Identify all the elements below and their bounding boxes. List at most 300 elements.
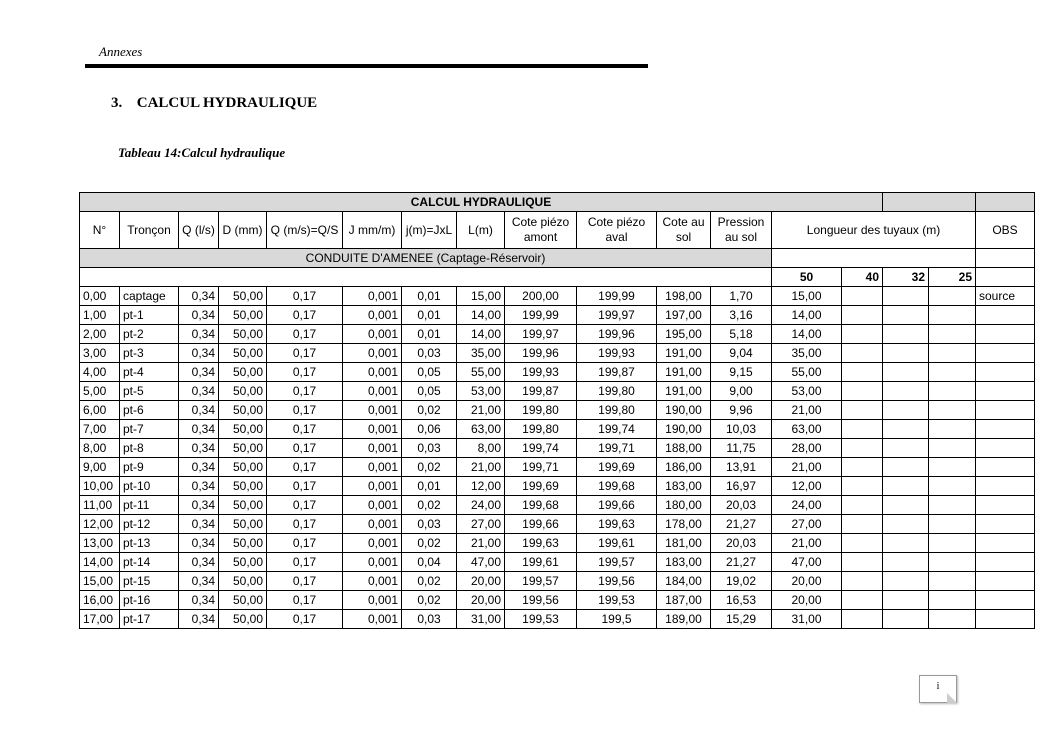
cell-jxl: 0,02: [402, 401, 457, 420]
header-q-ms: Q (m/s)=Q/S: [267, 212, 343, 249]
section-title-text: CALCUL HYDRAULIQUE: [136, 95, 318, 111]
diameter-row: [80, 268, 1035, 287]
cell-longueur-32: [883, 458, 929, 477]
cell-l: 31,00: [457, 610, 505, 629]
cell-n: 8,00: [80, 439, 120, 458]
diameter-blank-cell: [976, 268, 1035, 287]
cell-obs: [976, 344, 1035, 363]
cell-troncon: pt-12: [120, 515, 179, 534]
cell-cote-amont: 199,87: [505, 382, 577, 401]
cell-q-ms: 0,17: [267, 591, 343, 610]
cell-j: 0,001: [343, 610, 402, 629]
cell-pression: 15,29: [711, 610, 772, 629]
cell-pression: 10,03: [711, 420, 772, 439]
cell-jxl: 0,06: [402, 420, 457, 439]
header-cote-aval: Cote piézo aval: [577, 212, 657, 249]
cell-obs: source: [976, 287, 1035, 306]
hydraulic-calc-table: [79, 192, 1035, 629]
cell-longueur-50: 21,00: [772, 401, 842, 420]
cell-q-ms: 0,17: [267, 306, 343, 325]
cell-cote-amont: 199,93: [505, 363, 577, 382]
cell-pression: 20,03: [711, 496, 772, 515]
table-row: [80, 496, 1035, 515]
cell-obs: [976, 496, 1035, 515]
cell-cote-amont: 199,97: [505, 325, 577, 344]
cell-cote-sol: 191,00: [657, 382, 711, 401]
section-title: [111, 95, 317, 112]
cell-l: 8,00: [457, 439, 505, 458]
cell-jxl: 0,04: [402, 553, 457, 572]
cell-cote-sol: 180,00: [657, 496, 711, 515]
cell-q-ms: 0,17: [267, 572, 343, 591]
cell-d: 50,00: [219, 477, 267, 496]
cell-j: 0,001: [343, 401, 402, 420]
cell-longueur-25: [929, 477, 976, 496]
table-row: [80, 287, 1035, 306]
cell-pression: 16,53: [711, 591, 772, 610]
cell-cote-aval: 199,80: [577, 401, 657, 420]
cell-n: 10,00: [80, 477, 120, 496]
cell-troncon: pt-17: [120, 610, 179, 629]
cell-longueur-32: [883, 420, 929, 439]
cell-j: 0,001: [343, 572, 402, 591]
cell-q-ms: 0,17: [267, 439, 343, 458]
cell-jxl: 0,01: [402, 477, 457, 496]
cell-cote-amont: 199,96: [505, 344, 577, 363]
cell-jxl: 0,02: [402, 458, 457, 477]
cell-longueur-50: 47,00: [772, 553, 842, 572]
cell-obs: [976, 382, 1035, 401]
header-cote-amont: Cote piézo amont: [505, 212, 577, 249]
header-cote-sol: Cote au sol: [657, 212, 711, 249]
table-row: [80, 534, 1035, 553]
cell-l: 15,00: [457, 287, 505, 306]
cell-q-ms: 0,17: [267, 515, 343, 534]
cell-cote-sol: 186,00: [657, 458, 711, 477]
cell-l: 20,00: [457, 572, 505, 591]
cell-q: 0,34: [179, 363, 219, 382]
cell-n: 5,00: [80, 382, 120, 401]
header-pression: Pression au sol: [711, 212, 772, 249]
cell-n: 0,00: [80, 287, 120, 306]
cell-j: 0,001: [343, 287, 402, 306]
cell-q: 0,34: [179, 496, 219, 515]
cell-longueur-40: [842, 401, 883, 420]
cell-n: 7,00: [80, 420, 120, 439]
cell-q-ms: 0,17: [267, 534, 343, 553]
cell-cote-sol: 187,00: [657, 591, 711, 610]
cell-j: 0,001: [343, 553, 402, 572]
diameter-header: 40: [842, 268, 883, 287]
cell-q-ms: 0,17: [267, 401, 343, 420]
cell-longueur-40: [842, 572, 883, 591]
cell-longueur-25: [929, 591, 976, 610]
cell-obs: [976, 401, 1035, 420]
cell-obs: [976, 325, 1035, 344]
cell-q: 0,34: [179, 572, 219, 591]
cell-q-ms: 0,17: [267, 325, 343, 344]
cell-longueur-32: [883, 496, 929, 515]
cell-longueur-32: [883, 572, 929, 591]
cell-longueur-50: 31,00: [772, 610, 842, 629]
cell-q: 0,34: [179, 534, 219, 553]
header-d-mm: D (mm): [219, 212, 267, 249]
cell-cote-amont: 200,00: [505, 287, 577, 306]
cell-longueur-50: 21,00: [772, 534, 842, 553]
cell-cote-amont: 199,66: [505, 515, 577, 534]
cell-longueur-50: 24,00: [772, 496, 842, 515]
header-j: J mm/m): [343, 212, 402, 249]
table-caption: Tableau 14:Calcul hydraulique: [118, 145, 286, 160]
cell-longueur-40: [842, 287, 883, 306]
cell-d: 50,00: [219, 610, 267, 629]
cell-j: 0,001: [343, 420, 402, 439]
cell-longueur-40: [842, 515, 883, 534]
cell-longueur-25: [929, 553, 976, 572]
cell-cote-aval: 199,63: [577, 515, 657, 534]
cell-cote-aval: 199,80: [577, 382, 657, 401]
cell-jxl: 0,05: [402, 363, 457, 382]
cell-longueur-25: [929, 458, 976, 477]
cell-d: 50,00: [219, 382, 267, 401]
cell-longueur-32: [883, 439, 929, 458]
cell-pression: 11,75: [711, 439, 772, 458]
cell-q-ms: 0,17: [267, 477, 343, 496]
cell-cote-aval: 199,56: [577, 572, 657, 591]
cell-longueur-32: [883, 591, 929, 610]
cell-troncon: pt-9: [120, 458, 179, 477]
cell-longueur-25: [929, 420, 976, 439]
cell-n: 11,00: [80, 496, 120, 515]
cell-longueur-50: 12,00: [772, 477, 842, 496]
cell-obs: [976, 439, 1035, 458]
cell-longueur-25: [929, 515, 976, 534]
cell-j: 0,001: [343, 496, 402, 515]
diameter-blank-cell: [80, 268, 772, 287]
cell-d: 50,00: [219, 344, 267, 363]
cell-troncon: pt-5: [120, 382, 179, 401]
cell-d: 50,00: [219, 496, 267, 515]
table-row: [80, 363, 1035, 382]
cell-cote-sol: 198,00: [657, 287, 711, 306]
cell-cote-sol: 197,00: [657, 306, 711, 325]
cell-pression: 21,27: [711, 553, 772, 572]
cell-l: 24,00: [457, 496, 505, 515]
cell-q-ms: 0,17: [267, 553, 343, 572]
cell-cote-aval: 199,69: [577, 458, 657, 477]
table-row: [80, 458, 1035, 477]
cell-obs: [976, 591, 1035, 610]
cell-cote-sol: 184,00: [657, 572, 711, 591]
cell-jxl: 0,03: [402, 344, 457, 363]
cell-cote-amont: 199,63: [505, 534, 577, 553]
cell-l: 55,00: [457, 363, 505, 382]
cell-obs: [976, 515, 1035, 534]
cell-longueur-32: [883, 401, 929, 420]
cell-n: 9,00: [80, 458, 120, 477]
cell-longueur-25: [929, 363, 976, 382]
cell-l: 47,00: [457, 553, 505, 572]
cell-pression: 13,91: [711, 458, 772, 477]
cell-n: 2,00: [80, 325, 120, 344]
cell-longueur-40: [842, 477, 883, 496]
cell-longueur-50: 20,00: [772, 591, 842, 610]
cell-longueur-50: 14,00: [772, 325, 842, 344]
cell-jxl: 0,01: [402, 325, 457, 344]
cell-obs: [976, 572, 1035, 591]
cell-cote-amont: 199,56: [505, 591, 577, 610]
cell-n: 17,00: [80, 610, 120, 629]
cell-jxl: 0,05: [402, 382, 457, 401]
cell-j: 0,001: [343, 382, 402, 401]
cell-q-ms: 0,17: [267, 458, 343, 477]
cell-q-ms: 0,17: [267, 344, 343, 363]
table-row: [80, 344, 1035, 363]
cell-cote-aval: 199,96: [577, 325, 657, 344]
cell-longueur-40: [842, 382, 883, 401]
cell-l: 35,00: [457, 344, 505, 363]
cell-d: 50,00: [219, 534, 267, 553]
cell-troncon: pt-6: [120, 401, 179, 420]
cell-pression: 9,15: [711, 363, 772, 382]
cell-q: 0,34: [179, 382, 219, 401]
cell-longueur-40: [842, 610, 883, 629]
cell-longueur-40: [842, 553, 883, 572]
cell-longueur-40: [842, 496, 883, 515]
cell-jxl: 0,03: [402, 610, 457, 629]
cell-d: 50,00: [219, 572, 267, 591]
cell-longueur-40: [842, 534, 883, 553]
cell-troncon: pt-2: [120, 325, 179, 344]
cell-longueur-25: [929, 439, 976, 458]
cell-cote-sol: 183,00: [657, 553, 711, 572]
cell-j: 0,001: [343, 591, 402, 610]
cell-cote-aval: 199,99: [577, 287, 657, 306]
cell-longueur-32: [883, 477, 929, 496]
cell-q: 0,34: [179, 306, 219, 325]
header-obs: OBS: [976, 212, 1035, 249]
cell-l: 14,00: [457, 306, 505, 325]
cell-longueur-25: [929, 610, 976, 629]
cell-jxl: 0,02: [402, 534, 457, 553]
cell-troncon: pt-11: [120, 496, 179, 515]
table-row: [80, 325, 1035, 344]
cell-cote-amont: 199,57: [505, 572, 577, 591]
cell-d: 50,00: [219, 401, 267, 420]
cell-longueur-40: [842, 420, 883, 439]
cell-longueur-32: [883, 325, 929, 344]
cell-cote-sol: 190,00: [657, 401, 711, 420]
cell-q: 0,34: [179, 439, 219, 458]
table-row: [80, 610, 1035, 629]
cell-troncon: pt-16: [120, 591, 179, 610]
cell-n: 15,00: [80, 572, 120, 591]
cell-longueur-50: 55,00: [772, 363, 842, 382]
cell-longueur-50: 28,00: [772, 439, 842, 458]
cell-longueur-50: 20,00: [772, 572, 842, 591]
cell-cote-aval: 199,74: [577, 420, 657, 439]
cell-longueur-32: [883, 287, 929, 306]
cell-cote-amont: 199,99: [505, 306, 577, 325]
cell-longueur-40: [842, 325, 883, 344]
cell-q-ms: 0,17: [267, 382, 343, 401]
cell-cote-aval: 199,93: [577, 344, 657, 363]
cell-longueur-40: [842, 439, 883, 458]
cell-n: 14,00: [80, 553, 120, 572]
cell-n: 4,00: [80, 363, 120, 382]
conduit-label: CONDUITE D'AMENEE (Captage-Réservoir): [80, 249, 772, 268]
cell-jxl: 0,02: [402, 496, 457, 515]
cell-d: 50,00: [219, 553, 267, 572]
cell-obs: [976, 458, 1035, 477]
cell-l: 21,00: [457, 401, 505, 420]
cell-q-ms: 0,17: [267, 610, 343, 629]
cell-jxl: 0,03: [402, 439, 457, 458]
cell-cote-amont: 199,53: [505, 610, 577, 629]
cell-d: 50,00: [219, 325, 267, 344]
cell-obs: [976, 420, 1035, 439]
cell-longueur-25: [929, 496, 976, 515]
cell-l: 21,00: [457, 534, 505, 553]
cell-n: 12,00: [80, 515, 120, 534]
cell-obs: [976, 610, 1035, 629]
cell-d: 50,00: [219, 591, 267, 610]
conduit-blank-cell: [772, 249, 976, 268]
cell-longueur-40: [842, 363, 883, 382]
title-blank-cell: [976, 193, 1035, 212]
cell-longueur-50: 53,00: [772, 382, 842, 401]
cell-cote-aval: 199,5: [577, 610, 657, 629]
header-longueur: Longueur des tuyaux (m): [772, 212, 976, 249]
cell-pression: 9,04: [711, 344, 772, 363]
cell-troncon: captage: [120, 287, 179, 306]
cell-cote-aval: 199,53: [577, 591, 657, 610]
page-fold-icon: [947, 693, 957, 703]
cell-cote-amont: 199,69: [505, 477, 577, 496]
table-row: [80, 306, 1035, 325]
conduit-blank-cell: [976, 249, 1035, 268]
cell-d: 50,00: [219, 306, 267, 325]
cell-cote-sol: 191,00: [657, 363, 711, 382]
cell-jxl: 0,01: [402, 306, 457, 325]
cell-cote-sol: 191,00: [657, 344, 711, 363]
table-row: [80, 515, 1035, 534]
cell-d: 50,00: [219, 420, 267, 439]
cell-n: 13,00: [80, 534, 120, 553]
cell-longueur-25: [929, 382, 976, 401]
cell-longueur-50: 63,00: [772, 420, 842, 439]
cell-cote-sol: 190,00: [657, 420, 711, 439]
cell-troncon: pt-15: [120, 572, 179, 591]
header-row: [80, 212, 1035, 249]
cell-longueur-40: [842, 458, 883, 477]
table-row: [80, 439, 1035, 458]
cell-longueur-25: [929, 306, 976, 325]
cell-troncon: pt-14: [120, 553, 179, 572]
cell-j: 0,001: [343, 306, 402, 325]
table-row: [80, 401, 1035, 420]
header-l: L(m): [457, 212, 505, 249]
cell-cote-sol: 188,00: [657, 439, 711, 458]
cell-cote-aval: 199,57: [577, 553, 657, 572]
cell-pression: 21,27: [711, 515, 772, 534]
cell-jxl: 0,01: [402, 287, 457, 306]
cell-longueur-25: [929, 572, 976, 591]
running-head: Annexes: [99, 44, 143, 59]
cell-longueur-40: [842, 306, 883, 325]
cell-q: 0,34: [179, 477, 219, 496]
conduit-row: [80, 249, 1035, 268]
cell-longueur-50: 35,00: [772, 344, 842, 363]
cell-pression: 9,96: [711, 401, 772, 420]
cell-q: 0,34: [179, 420, 219, 439]
header-n: N°: [80, 212, 120, 249]
cell-j: 0,001: [343, 534, 402, 553]
cell-cote-amont: 199,68: [505, 496, 577, 515]
table-row: [80, 553, 1035, 572]
table-row: [80, 382, 1035, 401]
cell-q: 0,34: [179, 325, 219, 344]
cell-longueur-25: [929, 534, 976, 553]
table-row: [80, 477, 1035, 496]
cell-j: 0,001: [343, 458, 402, 477]
cell-longueur-32: [883, 306, 929, 325]
cell-longueur-50: 14,00: [772, 306, 842, 325]
cell-troncon: pt-3: [120, 344, 179, 363]
diameter-header: 50: [772, 268, 842, 287]
cell-troncon: pt-13: [120, 534, 179, 553]
cell-longueur-32: [883, 610, 929, 629]
cell-q-ms: 0,17: [267, 287, 343, 306]
table-row: [80, 420, 1035, 439]
cell-d: 50,00: [219, 363, 267, 382]
cell-l: 63,00: [457, 420, 505, 439]
cell-l: 12,00: [457, 477, 505, 496]
cell-n: 16,00: [80, 591, 120, 610]
cell-j: 0,001: [343, 439, 402, 458]
cell-d: 50,00: [219, 515, 267, 534]
page-number-text: i: [936, 681, 940, 692]
cell-longueur-32: [883, 534, 929, 553]
cell-cote-aval: 199,66: [577, 496, 657, 515]
cell-j: 0,001: [343, 344, 402, 363]
cell-longueur-25: [929, 287, 976, 306]
cell-q-ms: 0,17: [267, 363, 343, 382]
cell-longueur-32: [883, 344, 929, 363]
diameter-header: 25: [929, 268, 976, 287]
cell-jxl: 0,02: [402, 591, 457, 610]
cell-pression: 20,03: [711, 534, 772, 553]
cell-longueur-32: [883, 553, 929, 572]
cell-j: 0,001: [343, 325, 402, 344]
cell-cote-sol: 181,00: [657, 534, 711, 553]
section-number: 3.: [111, 95, 123, 111]
cell-obs: [976, 477, 1035, 496]
cell-longueur-25: [929, 344, 976, 363]
cell-longueur-50: 27,00: [772, 515, 842, 534]
table-row: [80, 572, 1035, 591]
table-row: [80, 591, 1035, 610]
cell-troncon: pt-7: [120, 420, 179, 439]
page-number: [919, 675, 957, 703]
cell-n: 6,00: [80, 401, 120, 420]
cell-q: 0,34: [179, 591, 219, 610]
cell-pression: 5,18: [711, 325, 772, 344]
cell-cote-amont: 199,61: [505, 553, 577, 572]
cell-longueur-40: [842, 344, 883, 363]
cell-pression: 1,70: [711, 287, 772, 306]
diameter-header: 32: [883, 268, 929, 287]
